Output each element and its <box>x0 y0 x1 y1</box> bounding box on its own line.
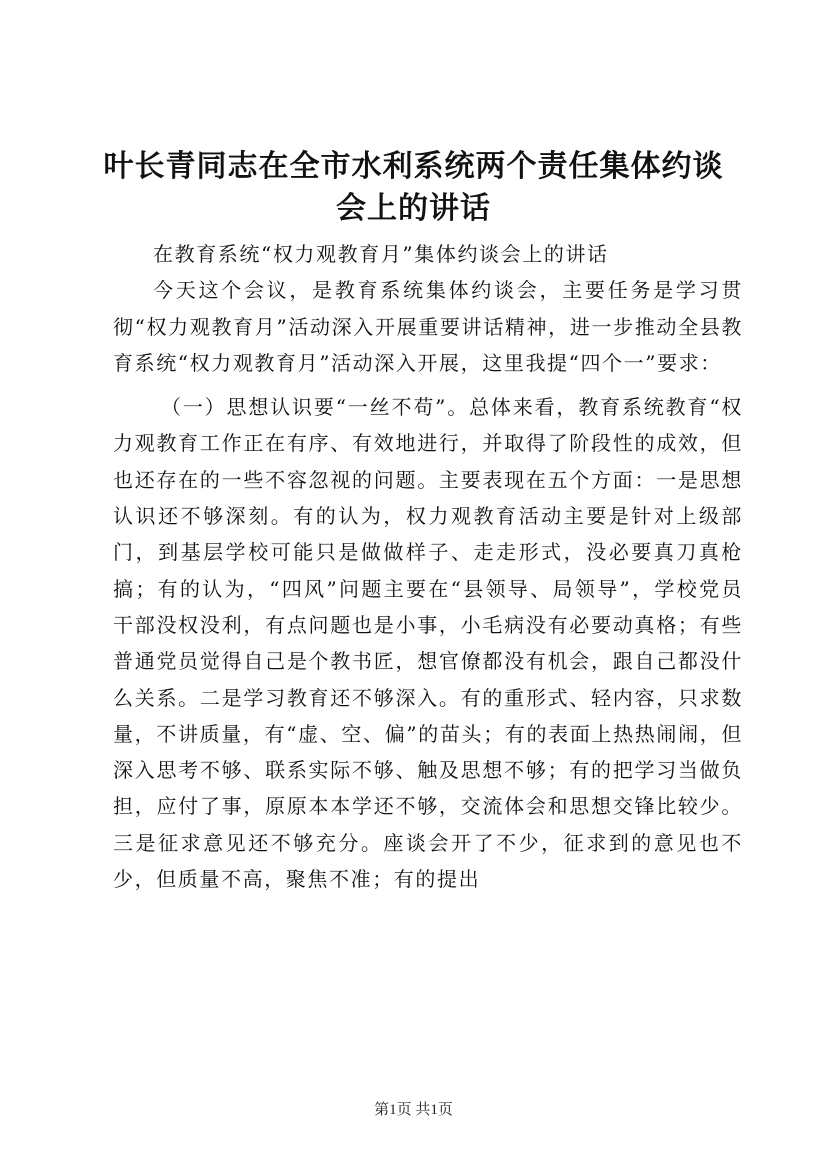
document-title <box>100 146 727 230</box>
paragraph-section-one: （一）思想认识要“一丝不苟”。总体来看，教育系统教育“权力观教育工作正在有序、有效地进行，并取得了阶段性的成效，但也还存在的一些不容忽视的问题。主要表现在五个方面：一是思想认识还不够深刻。有的认为，权力观教育活动主要是针对上级部门，到基层学校可能只是做做样子、走走形式，没必要真刀真枪搞；有的认为，“四风”问题主要在“县领导、局领导”，学校党员干部没权没利，有点问题也是小事，小毛病没有必要动真格；有些普通党员觉得自己是个教书匠，想官僚都没有机会，跟自己都没什么关系。二是学习教育还不够深入。有的重形式、轻内容，只求数量，不讲质量，有“虚、空、偏”的苗头；有的表面上热热闹闹，但深入思考不够、联系实际不够、触及思想不够；有的把学习当做负担，应付了事，原原本本学还不够，交流体会和思想交锋比较少。三是征求意见还不够充分。座谈会开了不少，征求到的意见也不少，但质量不高，聚焦不准；有的提出 <box>113 395 743 892</box>
document-body <box>113 236 743 897</box>
page-number-footer: 第1页 共1页 <box>374 1102 453 1118</box>
title-line-1: 叶长青同志在全市水利系统两个责任集体约谈 <box>103 149 724 184</box>
paragraph-intro: 今天这个会议，是教育系统集体约谈会，主要任务是学习贯彻“权力观教育月”活动深入开展重要讲话精神，进一步推动全县教育系统“权力观教育月”活动深入开展，这里我提“四个一”要求： <box>113 278 743 375</box>
title-line-2: 会上的讲话 <box>336 191 491 226</box>
speech-subtitle: 在教育系统“权力观教育月”集体约谈会上的讲话 <box>153 242 609 266</box>
